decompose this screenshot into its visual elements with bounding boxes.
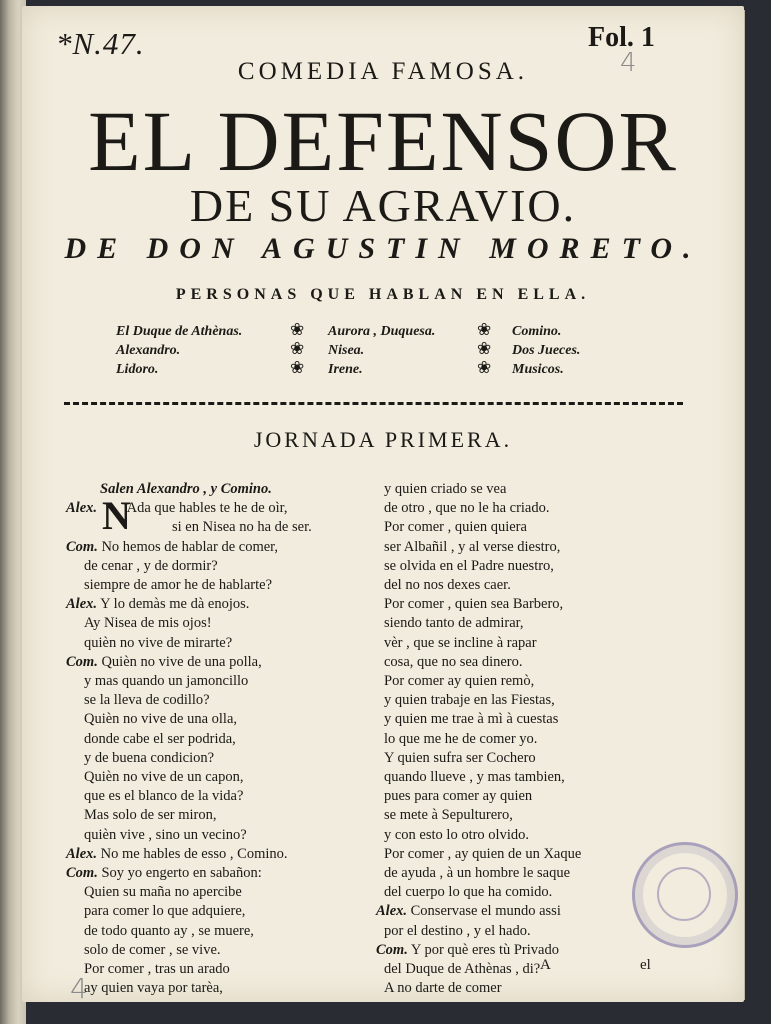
verse-text: Por comer , tras un arado <box>84 961 230 978</box>
library-stamp-icon <box>632 842 738 948</box>
verse-line <box>376 480 581 499</box>
verse-line <box>376 576 581 595</box>
verse-line <box>66 787 312 806</box>
verse-text: de ayuda , à un hombre le saque <box>384 865 571 882</box>
pencil-annotation: 4 <box>620 48 637 78</box>
speaker-label: Alex. <box>66 500 98 517</box>
verse-text: que es el blanco de la vida? <box>84 788 244 805</box>
verse-text: donde cabe el ser podrida, <box>84 730 236 747</box>
verse-text: No hemos de hablar de comer, <box>101 538 279 555</box>
verse-line <box>376 710 581 729</box>
verse-text: de otro , que no le ha criado. <box>384 500 550 517</box>
verse-line <box>376 672 581 691</box>
verse-text: Y por què eres tù Privado <box>410 941 559 958</box>
verse-line <box>66 653 312 672</box>
verse-text: del Duque de Athènas , di? <box>384 961 541 978</box>
verse-text: para comer lo que adquiere, <box>84 903 246 920</box>
cast-name: Nisea. <box>328 343 365 358</box>
pencil-annotation-bottom: 4 <box>70 972 88 1005</box>
verse-line <box>376 806 581 825</box>
verse-column-right <box>376 480 581 998</box>
verse-line <box>376 557 581 576</box>
verse-line <box>66 922 312 941</box>
speaker-label: Alex. <box>66 596 98 613</box>
verse-line <box>376 691 581 710</box>
verse-text: Y lo demàs me dà enojos. <box>100 596 250 613</box>
verse-text: quando llueve , y mas tambien, <box>384 769 565 786</box>
verse-line <box>66 538 312 557</box>
verse-text: cosa, que no sea dinero. <box>384 653 523 670</box>
verse-text: Conservase el mundo assi <box>410 903 561 920</box>
cast-name: El Duque de Athènas. <box>116 324 243 339</box>
verse-text: y quien criado se vea <box>384 481 507 497</box>
verse-text: del no nos dexes caer. <box>384 577 511 594</box>
verse-line <box>376 614 581 633</box>
verse-text: solo de comer , se vive. <box>84 941 221 958</box>
verse-line <box>66 826 312 845</box>
speaker-label: Com. <box>66 538 98 555</box>
verse-text: Mas solo de ser miron, <box>84 807 217 824</box>
ornamental-rule <box>64 402 683 405</box>
verse-line <box>376 595 581 614</box>
verse-text: quièn no vive de mirarte? <box>84 634 233 651</box>
drop-cap: N <box>102 493 131 538</box>
verse-line <box>376 768 581 787</box>
cast-name: Lidoro. <box>116 362 159 377</box>
cast-name: Irene. <box>328 362 363 377</box>
verse-line <box>376 499 581 518</box>
play-title-line1: EL DEFENSOR <box>88 93 678 189</box>
verse-text: de todo quanto ay , se muere, <box>84 922 254 939</box>
verse-line <box>66 634 312 653</box>
cast-name: Comino. <box>512 324 562 339</box>
verse-text: y con esto lo otro olvido. <box>384 826 529 843</box>
folio-number: Fol. 1 <box>588 22 655 53</box>
verse-text: si en Nisea no ha de ser. <box>172 519 312 536</box>
verse-line <box>376 826 581 845</box>
verse-line <box>376 979 581 998</box>
comedia-heading: COMEDIA FAMOSA. <box>237 58 529 85</box>
verse-line <box>376 634 581 653</box>
verse-line <box>376 902 581 921</box>
verse-line <box>376 653 581 672</box>
verse-text: Y quien sufra ser Cochero <box>384 749 536 766</box>
verse-line <box>376 864 581 883</box>
play-title-line2: DE SU AGRAVIO. <box>189 180 577 231</box>
verse-text: y quien me trae à mì à cuestas <box>384 711 559 728</box>
verse-line <box>66 691 312 710</box>
verse-text: y mas quando un jamoncillo <box>84 673 249 690</box>
verse-text: de cenar , y de dormir? <box>84 557 218 574</box>
cast-column-2 <box>328 322 435 379</box>
verse-line <box>376 845 581 864</box>
verse-text: quièn vive , sino un vecino? <box>84 826 247 843</box>
verse-text: se olvida en el Padre nuestro, <box>384 557 554 574</box>
verse-line <box>66 979 312 998</box>
verse-line <box>66 672 312 691</box>
verse-text: Por comer , quien sea Barbero, <box>384 596 564 613</box>
speaker-label: Alex. <box>66 845 98 862</box>
verse-text: Quièn no vive de un capon, <box>84 769 244 786</box>
cast-column-3 <box>512 322 580 379</box>
signature-mark: A <box>540 957 551 973</box>
verse-text: y de buena condicion? <box>84 749 215 766</box>
speaker-label: Com. <box>66 865 98 882</box>
verse-text: Quien su maña no apercibe <box>84 884 242 901</box>
verse-line <box>376 787 581 806</box>
verse-line <box>66 518 312 537</box>
verse-line <box>66 614 312 633</box>
cast-name: Alexandro. <box>116 343 181 358</box>
cast-name: Dos Jueces. <box>512 343 581 358</box>
act-heading: JORNADA PRIMERA. <box>253 427 513 452</box>
verse-text: No me hables de esso , Comino. <box>100 845 288 862</box>
verse-line <box>66 864 312 883</box>
fleuron-ornament-icon: ❀ ❀ ❀ <box>290 320 305 377</box>
catalog-number: *N.47. <box>56 26 145 61</box>
verse-text: del cuerpo lo que ha comido. <box>384 884 553 901</box>
verse-text: siempre de amor he de hablarte? <box>84 577 273 594</box>
verse-text: Soy yo engerto en sabañon: <box>101 865 262 882</box>
cast-name: Musicos. <box>512 362 564 377</box>
verse-line <box>376 922 581 941</box>
verse-line <box>66 576 312 595</box>
dramatis-personae-heading: PERSONAS QUE HABLAN EN ELLA. <box>175 286 591 303</box>
verse-line <box>66 960 312 979</box>
verse-line <box>376 518 581 537</box>
verse-text: pues para comer ay quien <box>384 788 533 805</box>
verse-line <box>376 538 581 557</box>
speaker-label: Com. <box>376 941 408 958</box>
cast-column-1 <box>116 322 242 379</box>
verse-text: Quièn no vive de una polla, <box>101 653 262 670</box>
verse-text: y quien trabaje en las Fiestas, <box>384 692 555 709</box>
verse-line <box>66 710 312 729</box>
verse-text: Ay Nisea de mis ojos! <box>84 615 212 632</box>
stage-direction: Salen Alexandro , y Comino. <box>100 481 272 497</box>
verse-line <box>376 883 581 902</box>
verse-line <box>66 806 312 825</box>
speaker-label: Alex. <box>376 903 408 920</box>
verse-line <box>66 845 312 864</box>
verse-line <box>66 557 312 576</box>
verse-text: ser Albañil , y al verse diestro, <box>384 538 561 555</box>
verse-line <box>376 749 581 768</box>
verse-text: vèr , que se incline à rapar <box>384 634 537 651</box>
catchword: el <box>640 957 651 973</box>
verse-line <box>66 941 312 960</box>
verse-line <box>66 499 312 518</box>
verse-text: Por comer , ay quien de un Xaque <box>384 845 582 862</box>
verse-line <box>66 749 312 768</box>
verse-text: Por comer ay quien remò, <box>384 673 535 690</box>
verse-line <box>66 883 312 902</box>
verse-line <box>376 730 581 749</box>
verse-text: Quièn no vive de una olla, <box>84 711 238 728</box>
verse-text: siendo tanto de admirar, <box>384 615 524 632</box>
verse-text: Ada que hables te he de oìr, <box>126 500 288 517</box>
verse-text: ay quien vaya por tarèa, <box>84 980 223 997</box>
verse-text: se la lleva de codillo? <box>84 692 210 709</box>
cast-name: Aurora , Duquesa. <box>328 324 436 339</box>
verse-line <box>66 480 312 499</box>
verse-line <box>66 595 312 614</box>
verse-line <box>66 902 312 921</box>
verse-text: por el destino , y el hado. <box>384 922 531 939</box>
verse-line <box>66 730 312 749</box>
verse-line <box>66 768 312 787</box>
speaker-label: Com. <box>66 653 98 670</box>
fleuron-ornament-icon: ❀ ❀ ❀ <box>477 320 492 377</box>
verse-text: se mete à Sepulturero, <box>384 807 513 824</box>
verse-text: Por comer , quien quiera <box>384 519 527 536</box>
verse-text: A no darte de comer <box>384 980 502 997</box>
verse-column-left <box>66 480 312 998</box>
author-line: DE DON AGUSTIN MORETO. <box>64 232 702 265</box>
verse-text: lo que me he de comer yo. <box>384 730 538 747</box>
